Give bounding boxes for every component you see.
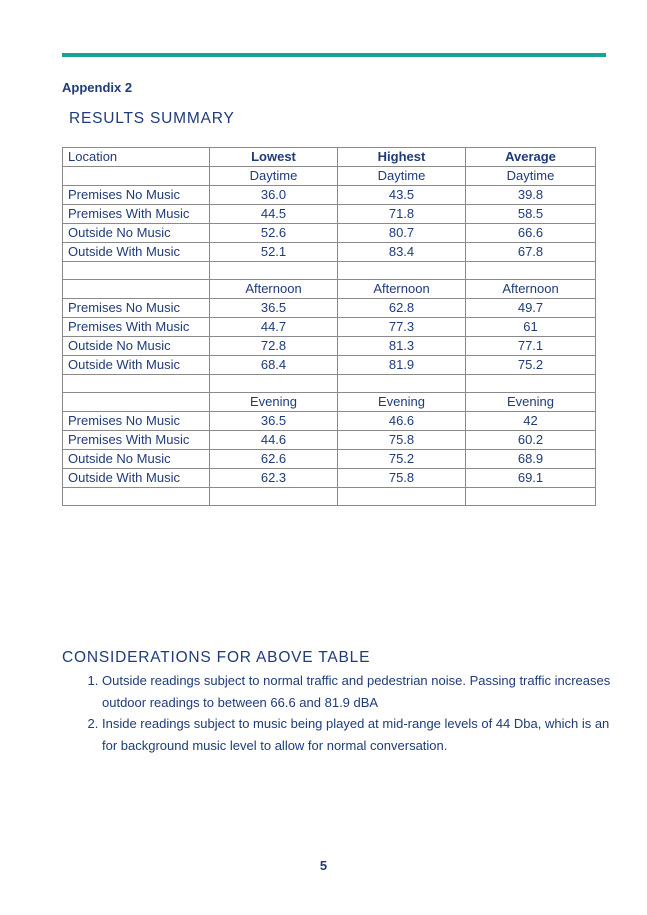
value-cell: 75.8 [338,431,466,450]
value-cell: 36.0 [210,186,338,205]
results-table-body [63,148,596,506]
value-cell: 58.5 [466,205,596,224]
location-cell: Outside With Music [63,469,210,488]
value-cell: 71.8 [338,205,466,224]
considerations-list [62,670,622,756]
location-cell [63,393,210,412]
value-cell: 83.4 [338,243,466,262]
value-cell: Evening [338,393,466,412]
value-cell: Afternoon [466,280,596,299]
table-row [63,280,596,299]
value-cell [466,488,596,506]
table-row [63,205,596,224]
location-cell [63,262,210,280]
header-highest: Highest [338,148,466,167]
value-cell: 42 [466,412,596,431]
considerations-heading: CONSIDERATIONS FOR ABOVE TABLE [62,649,371,666]
value-cell: 77.1 [466,337,596,356]
location-cell: Premises No Music [63,412,210,431]
header-rule [62,53,606,57]
value-cell [466,262,596,280]
list-item: 1. Outside readings subject to normal traffic and pedestrian noise. Passing traffic increases outdoor readings to between 66.6 and 81.9 dBA [102,670,622,713]
value-cell: 75.2 [466,356,596,375]
value-cell: Daytime [210,167,338,186]
value-cell [466,375,596,393]
value-cell: 77.3 [338,318,466,337]
table-header-row [63,148,596,167]
table-row [63,393,596,412]
location-cell: Outside No Music [63,224,210,243]
location-cell: Premises With Music [63,318,210,337]
value-cell: 36.5 [210,299,338,318]
value-cell: 81.3 [338,337,466,356]
value-cell: 69.1 [466,469,596,488]
page-number: 5 [319,858,328,873]
table-row [63,167,596,186]
value-cell: 36.5 [210,412,338,431]
value-cell: 43.5 [338,186,466,205]
location-cell: Premises With Music [63,431,210,450]
location-cell [63,167,210,186]
value-cell: 75.2 [338,450,466,469]
value-cell: 62.8 [338,299,466,318]
value-cell: 62.3 [210,469,338,488]
value-cell: 72.8 [210,337,338,356]
value-cell [338,375,466,393]
location-cell: Outside With Music [63,243,210,262]
table-row [63,224,596,243]
value-cell: 44.6 [210,431,338,450]
value-cell: 44.7 [210,318,338,337]
table-row [63,262,596,280]
value-cell: Daytime [338,167,466,186]
value-cell: Afternoon [338,280,466,299]
value-cell: 49.7 [466,299,596,318]
value-cell [210,262,338,280]
header-average: Average [466,148,596,167]
value-cell: 67.8 [466,243,596,262]
list-item: 2. Inside readings subject to music being played at mid-range levels of 44 Dba, which is an for background music level to allow for normal conversation. [102,713,622,756]
location-cell: Outside With Music [63,356,210,375]
table-row [63,469,596,488]
table-row [63,356,596,375]
location-cell: Premises No Music [63,299,210,318]
table-row [63,318,596,337]
header-location: Location [63,148,210,167]
value-cell [210,375,338,393]
value-cell [210,488,338,506]
value-cell: Afternoon [210,280,338,299]
table-row [63,299,596,318]
value-cell: 68.4 [210,356,338,375]
value-cell: 60.2 [466,431,596,450]
location-cell: Outside No Music [63,337,210,356]
value-cell: Evening [210,393,338,412]
value-cell: 39.8 [466,186,596,205]
table-row [63,375,596,393]
value-cell: 61 [466,318,596,337]
table-row [63,488,596,506]
table-row [63,450,596,469]
table-row [63,412,596,431]
value-cell [338,488,466,506]
value-cell: 75.8 [338,469,466,488]
location-cell [63,280,210,299]
value-cell: 66.6 [466,224,596,243]
results-table [62,147,596,506]
value-cell: 46.6 [338,412,466,431]
appendix-label: Appendix 2 [62,80,133,95]
table-row [63,186,596,205]
location-cell: Premises With Music [63,205,210,224]
results-summary-heading: RESULTS SUMMARY [69,110,235,127]
value-cell: 81.9 [338,356,466,375]
table-row [63,337,596,356]
value-cell: 44.5 [210,205,338,224]
location-cell: Premises No Music [63,186,210,205]
location-cell: Outside No Music [63,450,210,469]
location-cell [63,488,210,506]
value-cell: Daytime [466,167,596,186]
table-row [63,431,596,450]
value-cell: Evening [466,393,596,412]
value-cell: 62.6 [210,450,338,469]
table-row [63,243,596,262]
value-cell: 68.9 [466,450,596,469]
header-lowest: Lowest [210,148,338,167]
location-cell [63,375,210,393]
value-cell: 52.1 [210,243,338,262]
value-cell [338,262,466,280]
value-cell: 52.6 [210,224,338,243]
value-cell: 80.7 [338,224,466,243]
